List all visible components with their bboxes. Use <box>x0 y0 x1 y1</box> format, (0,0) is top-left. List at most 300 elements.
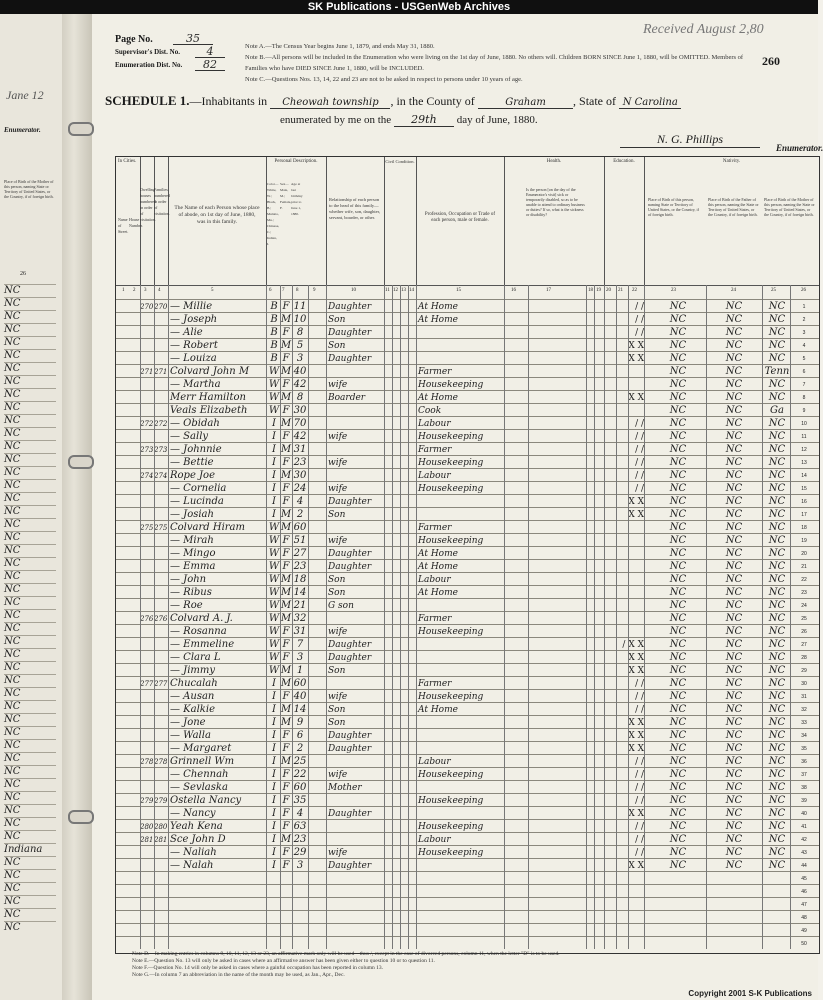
cell-a: 70 <box>293 418 307 429</box>
cell-rel: Daughter <box>328 861 372 871</box>
column-number: 9 <box>313 288 316 293</box>
column-number: 16 <box>511 288 516 293</box>
cell-m: NC <box>768 665 786 676</box>
table-row <box>116 832 819 846</box>
cell-f: NC <box>725 405 743 416</box>
cell-occ: Labour <box>418 835 451 845</box>
cell-f: NC <box>725 600 743 611</box>
cell-c: I <box>272 808 276 819</box>
cell-n: 13 <box>801 460 807 466</box>
cell-s: F <box>282 405 290 416</box>
cell-fa: 278 <box>154 758 168 766</box>
cell-e: X X <box>628 510 644 520</box>
cell-m: NC <box>768 509 786 520</box>
cell-name: Colvard John M <box>170 366 250 377</box>
left-page-entry: NC <box>4 583 56 597</box>
table-row <box>116 468 819 482</box>
cell-name: — Clara L <box>170 652 221 663</box>
cell-e: / / <box>635 679 644 689</box>
left-page-entry: NC <box>4 518 56 532</box>
col-occupation <box>416 157 505 299</box>
cell-f: NC <box>725 730 743 741</box>
cell-occ: At Home <box>418 302 458 312</box>
cell-e: / / <box>635 822 644 832</box>
cell-n: 36 <box>801 759 807 765</box>
cell-name: — Millie <box>170 301 213 312</box>
cell-s: M <box>280 418 292 429</box>
census-table <box>115 156 820 954</box>
cell-p: NC <box>669 535 687 546</box>
cell-c: I <box>272 691 276 702</box>
cell-n: 29 <box>801 668 807 674</box>
cell-name: Ostella Nancy <box>170 795 242 806</box>
supervisor-value: 4 <box>195 45 225 58</box>
cell-a: 10 <box>293 314 307 325</box>
col-header-text: Education. <box>613 159 635 164</box>
cell-m: NC <box>768 847 786 858</box>
cell-n: 6 <box>802 369 806 375</box>
cell-p: NC <box>669 366 687 377</box>
table-row <box>116 507 819 521</box>
schedule-inhabitants: —Inhabitants in <box>189 94 268 108</box>
cell-rel: Daughter <box>328 653 372 663</box>
cell-s: F <box>282 795 290 806</box>
cell-f: NC <box>725 652 743 663</box>
column-rule <box>408 285 409 949</box>
cell-f: NC <box>725 613 743 624</box>
note-d: Note D.—In making entries in columns 9, 10, 11, 12, 13 or 23, an affirmative mark only will be used—thus /, except in the case of divorced persons, column 11, when the letter "D" is to be used. <box>132 951 560 957</box>
left-page-entry: NC <box>4 596 56 610</box>
cell-m: NC <box>768 704 786 715</box>
cell-c: W <box>268 613 280 624</box>
cell-a: 21 <box>293 600 307 611</box>
cell-s: F <box>282 431 290 442</box>
left-page-entry: NC <box>4 557 56 571</box>
cell-name: Sce John D <box>170 834 226 845</box>
cell-a: 5 <box>296 340 304 351</box>
column-rule <box>594 285 595 949</box>
cell-name: Yeah Kena <box>170 821 223 832</box>
cell-f: NC <box>725 704 743 715</box>
left-page-entry: NC <box>4 349 56 363</box>
left-page-entry: NC <box>4 739 56 753</box>
county-label: , in the County of <box>390 94 475 108</box>
cell-p: NC <box>669 314 687 325</box>
cell-s: M <box>280 509 292 520</box>
table-row <box>116 858 819 872</box>
column-number: 22 <box>632 288 637 293</box>
cell-occ: At Home <box>418 549 458 559</box>
cell-rel: wife <box>328 458 348 468</box>
cell-a: 63 <box>293 821 307 832</box>
cell-c: I <box>272 795 276 806</box>
cell-f: NC <box>725 496 743 507</box>
left-page-entry: NC <box>4 609 56 623</box>
cell-n: 41 <box>801 824 807 830</box>
state-value: N Carolina <box>619 97 681 109</box>
enumerator-signature: N. G. Phillips <box>620 132 760 148</box>
cell-rel: Daughter <box>328 549 372 559</box>
cell-f: NC <box>725 639 743 650</box>
cell-p: NC <box>669 301 687 312</box>
cell-dw: 270 <box>140 303 154 311</box>
cell-c: I <box>272 860 276 871</box>
cell-s: M <box>280 522 292 533</box>
cell-p: NC <box>669 340 687 351</box>
left-page-entry: Indiana <box>4 843 56 857</box>
cell-fa: 275 <box>154 524 168 532</box>
cell-name: — Ribus <box>170 587 212 598</box>
cell-m: NC <box>768 626 786 637</box>
column-rule <box>140 285 141 949</box>
cell-e: / / <box>635 432 644 442</box>
cell-f: NC <box>725 535 743 546</box>
cell-rel <box>328 938 384 950</box>
column-number: 2 <box>133 288 136 293</box>
left-page-entry: NC <box>4 765 56 779</box>
cell-a: 3 <box>296 652 304 663</box>
cell-rel: Daughter <box>328 562 372 572</box>
cell-name: — Bettie <box>170 457 214 468</box>
col-health <box>504 157 605 299</box>
cell-f: NC <box>725 756 743 767</box>
cell-rel: Daughter <box>328 302 372 312</box>
table-row <box>116 377 819 391</box>
col-header-text: Dwelling houses numbered in order of visitation. <box>140 187 156 222</box>
cell-n: 34 <box>801 733 807 739</box>
cell-f: NC <box>725 691 743 702</box>
cell-rel: Son <box>328 575 346 585</box>
cell-p: NC <box>669 392 687 403</box>
cell-name: — Sally <box>170 431 209 442</box>
cell-p: NC <box>669 561 687 572</box>
cell-name: — Johnnie <box>170 444 222 455</box>
cell-p: NC <box>669 821 687 832</box>
cell-a: 51 <box>293 535 307 546</box>
cell-m: NC <box>768 431 786 442</box>
cell-rel: Son <box>328 705 346 715</box>
cell-p: NC <box>669 665 687 676</box>
cell-e: X X <box>628 861 644 871</box>
state-label: , State of <box>573 94 617 108</box>
cell-name: — Josiah <box>170 509 214 520</box>
cell-m: NC <box>768 327 786 338</box>
cell-f: NC <box>725 665 743 676</box>
cell-f: NC <box>725 587 743 598</box>
left-page-entry: NC <box>4 388 56 402</box>
cell-e <box>606 938 644 950</box>
cell-rel: Son <box>328 315 346 325</box>
cell-n: 1 <box>802 304 806 310</box>
col-age: Age at last birthday prior to June 1, 1880. <box>291 182 303 216</box>
cell-c: I <box>272 509 276 520</box>
cell-occ <box>418 938 504 950</box>
cell-name: Chucalah <box>170 678 218 689</box>
archive-banner: SK Publications - USGenWeb Archives <box>0 0 818 14</box>
table-row <box>116 585 819 599</box>
cell-rel: Son <box>328 718 346 728</box>
column-rule <box>308 285 309 949</box>
cell-c: W <box>268 405 280 416</box>
cell-name: — Sevlaska <box>170 782 228 793</box>
cell-p: NC <box>669 795 687 806</box>
cell-s: F <box>282 483 290 494</box>
left-page-entry: NC <box>4 778 56 792</box>
cell-rel: G son <box>328 601 354 611</box>
cell-fa: 280 <box>154 823 168 831</box>
cell-occ: Cook <box>418 406 442 416</box>
column-number: 26 <box>801 288 806 293</box>
cell-name: Colvard A. J. <box>170 613 233 624</box>
cell-a: 29 <box>293 847 307 858</box>
table-row <box>116 871 819 885</box>
cell-p: NC <box>669 717 687 728</box>
cell-a: 11 <box>293 301 307 312</box>
cell-n: 27 <box>801 642 807 648</box>
cell-e: / / <box>635 458 644 468</box>
cell-a: 1 <box>296 665 304 676</box>
cell-n: 26 <box>801 629 807 635</box>
column-number: 1 <box>122 288 125 293</box>
cell-m: NC <box>768 860 786 871</box>
header-notes <box>245 41 745 85</box>
cell-occ: Housekeeping <box>418 432 484 442</box>
left-page-entry: NC <box>4 401 56 415</box>
cell-n: 45 <box>801 876 807 882</box>
table-row <box>116 520 819 534</box>
cell-p: NC <box>669 860 687 871</box>
cell-p <box>650 938 706 950</box>
cell-rel: wife <box>328 692 348 702</box>
cell-m: NC <box>768 808 786 819</box>
cell-s: F <box>282 457 290 468</box>
cell-c: I <box>272 717 276 728</box>
table-row <box>116 572 819 586</box>
cell-a: 60 <box>293 678 307 689</box>
cell-n: 20 <box>801 551 807 557</box>
cell-a: 31 <box>293 444 307 455</box>
schedule-line <box>105 93 681 109</box>
table-row <box>116 793 819 807</box>
col-nativity <box>644 157 819 299</box>
col-header-text: Relationship of each person to the head of this family—whether wife, son, daughter, servant, boarder, or other. <box>329 197 381 220</box>
left-page-entry: NC <box>4 700 56 714</box>
cell-e: / / <box>635 796 644 806</box>
cell-m: NC <box>768 652 786 663</box>
cell-m <box>762 938 792 950</box>
cell-occ: Housekeeping <box>418 484 484 494</box>
cell-a: 2 <box>296 743 304 754</box>
cell-c: I <box>272 834 276 845</box>
cell-s: F <box>282 561 290 572</box>
cell-n: 38 <box>801 785 807 791</box>
cell-p: NC <box>669 483 687 494</box>
table-row <box>116 845 819 859</box>
left-page-entry: NC <box>4 479 56 493</box>
cell-a: 3 <box>296 353 304 364</box>
cell-p: NC <box>669 730 687 741</box>
cell-m: NC <box>768 834 786 845</box>
cell-occ: At Home <box>418 393 458 403</box>
left-page-entry: NC <box>4 752 56 766</box>
cell-name: Colvard Hiram <box>170 522 245 533</box>
cell-m: Tenn <box>764 366 790 377</box>
table-row <box>116 910 819 924</box>
left-page-entry: NC <box>4 921 56 935</box>
cell-s: F <box>282 535 290 546</box>
cell-s: F <box>282 548 290 559</box>
cell-n: 14 <box>801 473 807 479</box>
cell-rel: Son <box>328 666 346 676</box>
cell-fa: 272 <box>154 420 168 428</box>
table-row <box>116 689 819 703</box>
cell-name: Rope Joe <box>170 470 215 481</box>
cell-f: NC <box>725 574 743 585</box>
column-number: 23 <box>671 288 676 293</box>
cell-p: NC <box>669 444 687 455</box>
table-row <box>116 637 819 651</box>
left-column-note: Place of Birth of the Mother of this person, naming State or Territory of United States, or the Country, if of foreign birth. <box>4 179 54 199</box>
cell-rel: Daughter <box>328 731 372 741</box>
cell-occ: Housekeeping <box>418 848 484 858</box>
col-header-text: Families numbered in order of visitation. <box>154 187 170 216</box>
cell-a: 42 <box>293 379 307 390</box>
cell-rel: Daughter <box>328 328 372 338</box>
left-page-strip <box>0 14 63 1000</box>
township-value: Cheowah township <box>270 97 390 109</box>
column-rule <box>154 285 155 949</box>
cell-rel: wife <box>328 848 348 858</box>
cell-p: NC <box>669 431 687 442</box>
cell-m: NC <box>768 301 786 312</box>
cell-c: W <box>268 665 280 676</box>
cell-a: 30 <box>293 470 307 481</box>
col-in-cities <box>116 157 141 299</box>
cell-fa: 273 <box>154 446 168 454</box>
left-page-entry: NC <box>4 635 56 649</box>
column-number: 25 <box>771 288 776 293</box>
cell-name: — Mingo <box>170 548 216 559</box>
col-pob-person: Place of Birth of this person, naming State or Territory of United States, or the Country, if of foreign birth. <box>648 197 699 217</box>
cell-occ: At Home <box>418 588 458 598</box>
cell-name: Grinnell Wm <box>170 756 235 767</box>
table-row <box>116 728 819 742</box>
cell-n: 17 <box>801 512 807 518</box>
column-rule <box>326 285 327 949</box>
cell-fa: 271 <box>154 368 168 376</box>
cell-name: — Emma <box>170 561 216 572</box>
col-house-number: House Number. <box>129 217 143 228</box>
cell-s: F <box>282 301 290 312</box>
cell-a: 9 <box>296 717 304 728</box>
cell-f: NC <box>725 548 743 559</box>
cell-n: 44 <box>801 863 807 869</box>
cell-m: NC <box>768 782 786 793</box>
column-number: 7 <box>282 288 285 293</box>
cell-name: — Margaret <box>170 743 232 754</box>
table-row <box>116 494 819 508</box>
cell-s: M <box>280 314 292 325</box>
cell-rel: Daughter <box>328 497 372 507</box>
cell-p: NC <box>669 457 687 468</box>
cell-p: NC <box>669 769 687 780</box>
cell-a: 35 <box>293 795 307 806</box>
column-number: 12 <box>393 288 398 293</box>
cell-n: 8 <box>802 395 806 401</box>
cell-name <box>170 938 266 950</box>
cell-c: B <box>270 340 278 351</box>
cell-c: I <box>272 821 276 832</box>
col-education <box>604 157 645 299</box>
binder-ring <box>68 455 94 469</box>
table-row <box>116 806 819 820</box>
cell-a: 23 <box>293 561 307 572</box>
cell-m: NC <box>768 743 786 754</box>
cell-f: NC <box>725 327 743 338</box>
cell-dw: 271 <box>140 368 154 376</box>
cell-c: I <box>272 847 276 858</box>
cell-s: M <box>280 665 292 676</box>
cell-n: 9 <box>802 408 806 414</box>
census-sheet <box>95 14 823 1000</box>
cell-p: NC <box>669 327 687 338</box>
cell-s: F <box>282 769 290 780</box>
cell-rel: Boarder <box>328 393 366 403</box>
cell-f: NC <box>725 483 743 494</box>
cell-f: NC <box>725 847 743 858</box>
cell-s: F <box>282 691 290 702</box>
cell-n: 3 <box>802 330 806 336</box>
binder-margin <box>62 14 92 1000</box>
cell-a: 23 <box>293 834 307 845</box>
cell-dw: 275 <box>140 524 154 532</box>
cell-dw: 274 <box>140 472 154 480</box>
cell-n: 24 <box>801 603 807 609</box>
cell-e: / / <box>635 692 644 702</box>
cell-f: NC <box>725 444 743 455</box>
cell-e: / / <box>635 484 644 494</box>
cell-m: NC <box>768 353 786 364</box>
cell-s: F <box>282 821 290 832</box>
col-header-text: Nativity. <box>722 159 741 164</box>
cell-dw: 272 <box>140 420 154 428</box>
page-label: Page No. <box>115 34 153 45</box>
cell-p: NC <box>669 756 687 767</box>
cell-n: 21 <box>801 564 807 570</box>
cell-dw: 276 <box>140 615 154 623</box>
cell-f: NC <box>725 795 743 806</box>
cell-p: NC <box>669 522 687 533</box>
column-rule <box>292 285 293 949</box>
cell-a: 40 <box>293 366 307 377</box>
cell-m: NC <box>768 600 786 611</box>
left-page-entry: NC <box>4 817 56 831</box>
left-page-entry: NC <box>4 531 56 545</box>
column-rule <box>266 285 267 949</box>
left-page-entry: NC <box>4 882 56 896</box>
column-number: 20 <box>606 288 611 293</box>
enumerator-label: Enumerator. <box>776 143 823 153</box>
cell-n: 2 <box>802 317 806 323</box>
cell-fa: 270 <box>154 303 168 311</box>
cell-n: 42 <box>801 837 807 843</box>
cell-s: M <box>280 600 292 611</box>
cell-a: 8 <box>296 327 304 338</box>
cell-c: W <box>268 639 280 650</box>
cell-fa: 281 <box>154 836 168 844</box>
cell-s: F <box>282 782 290 793</box>
cell-occ: At Home <box>418 562 458 572</box>
